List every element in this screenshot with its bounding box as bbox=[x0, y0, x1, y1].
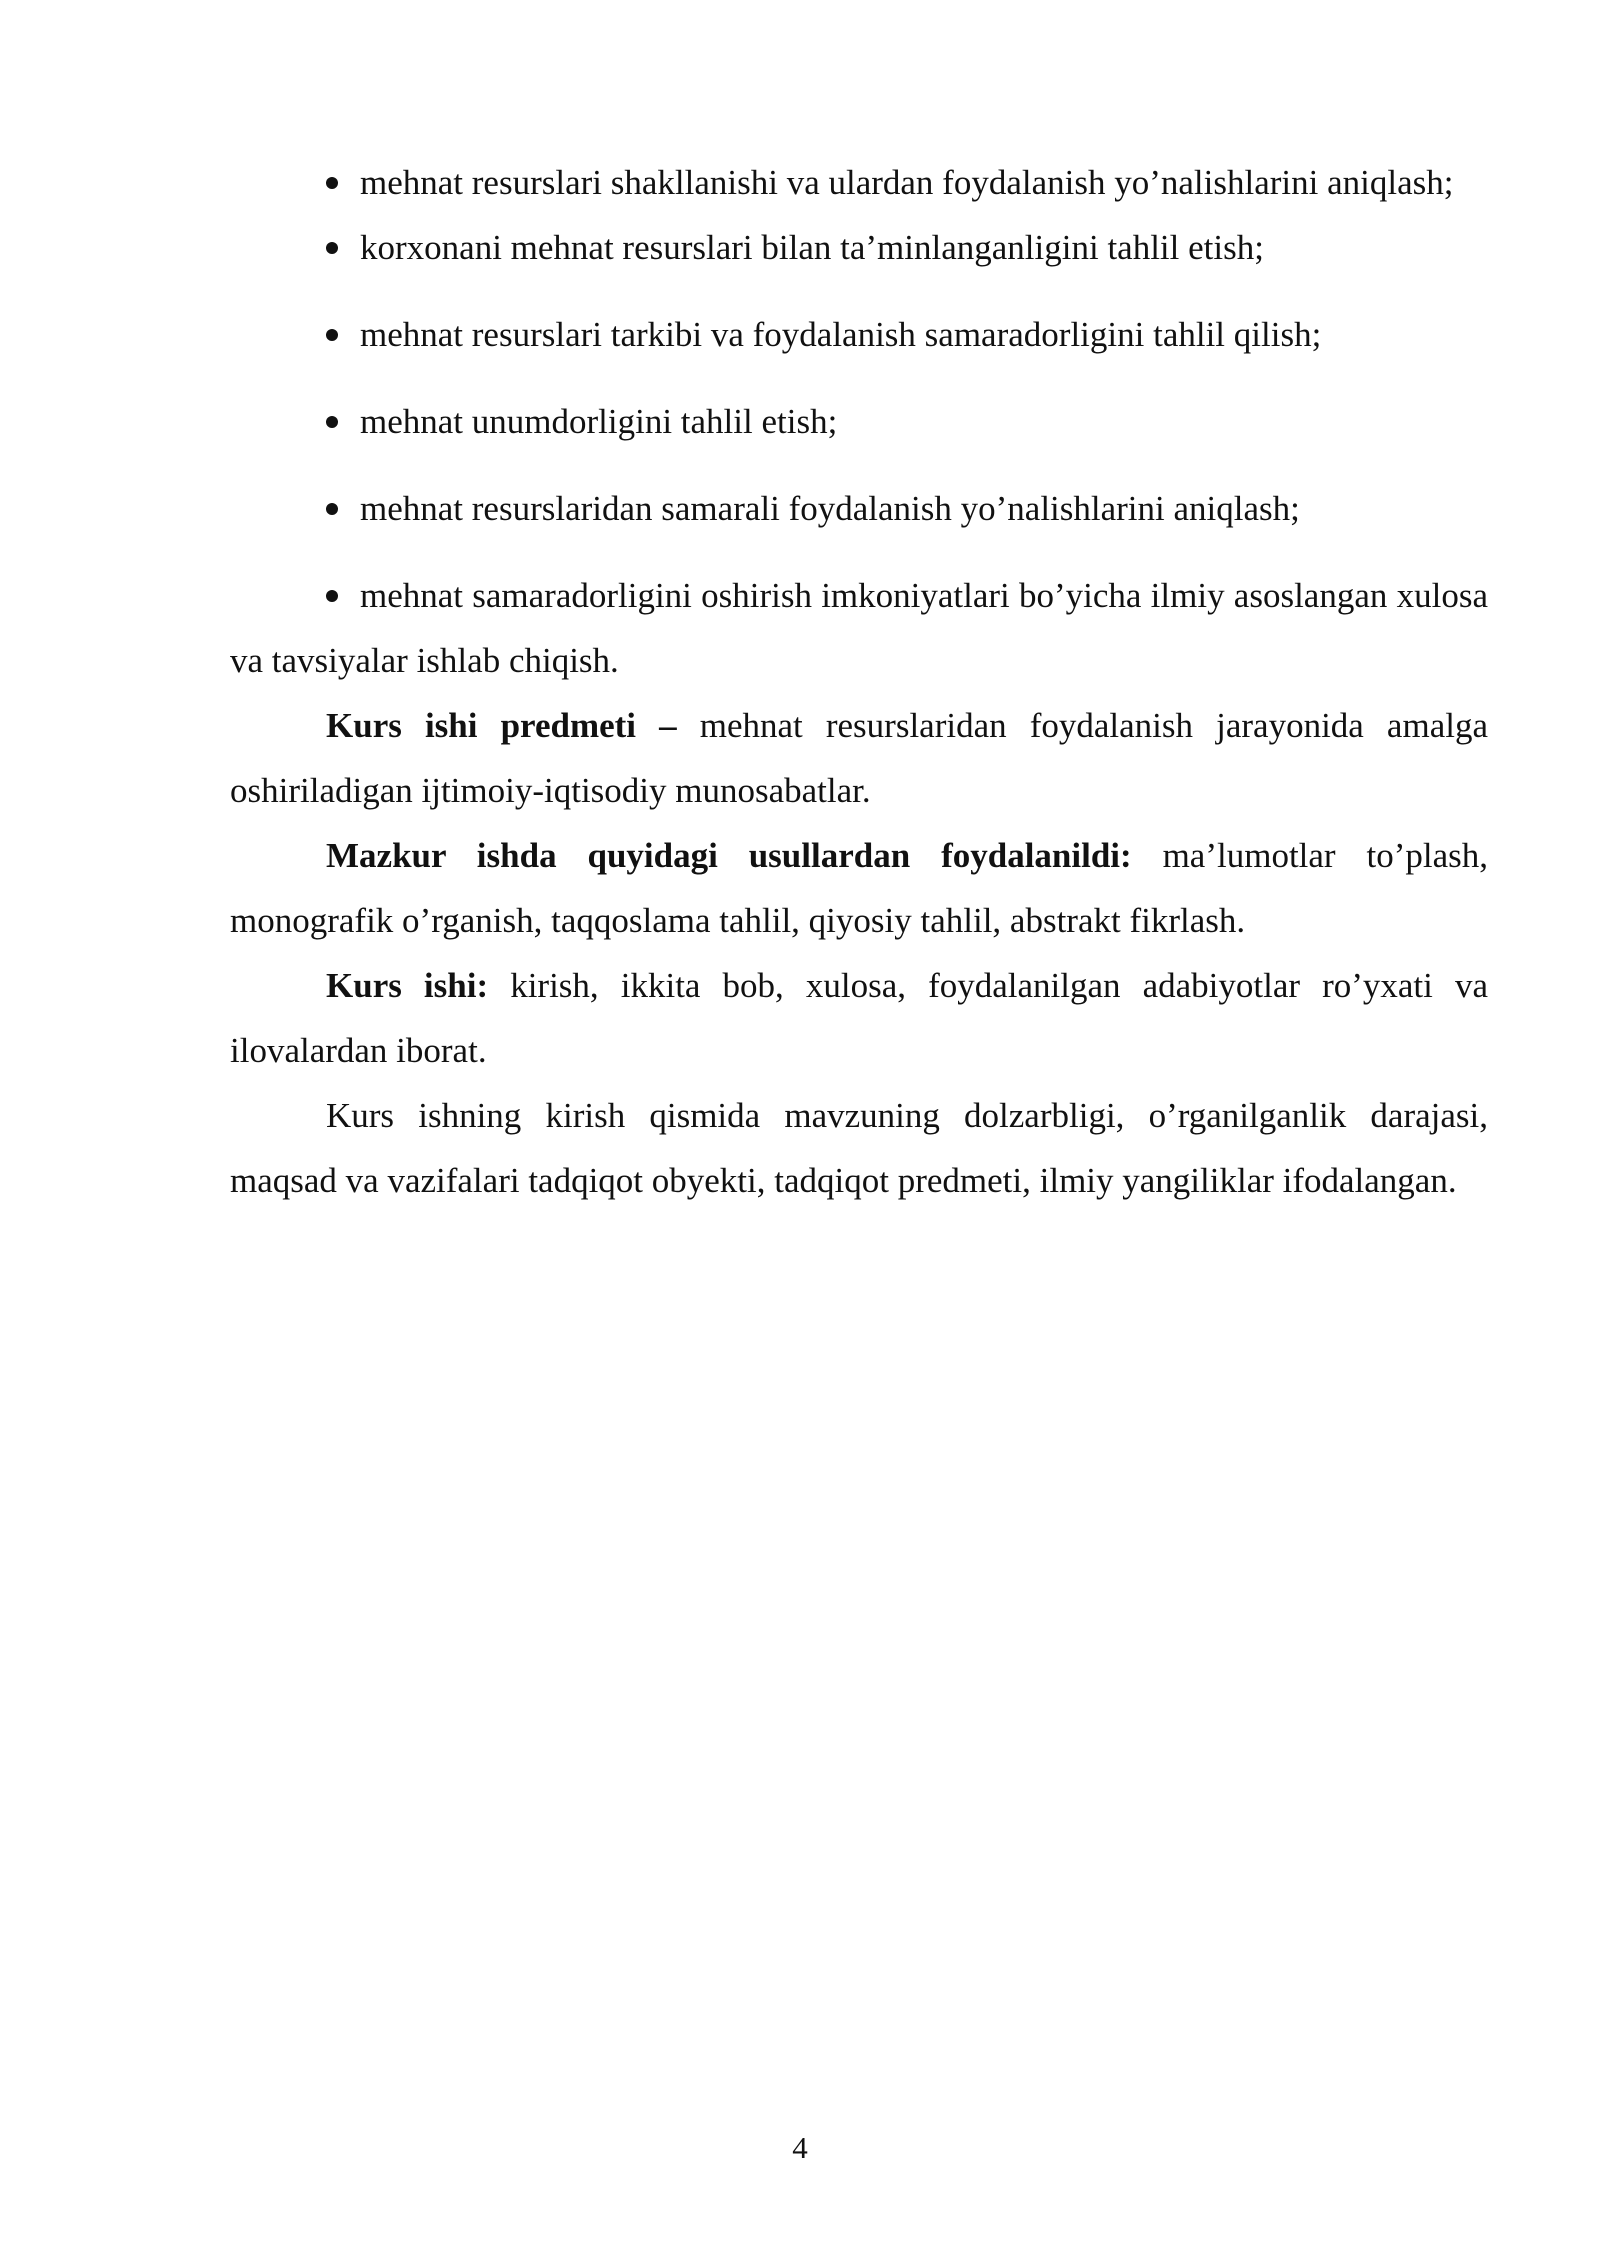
structure-paragraph bbox=[230, 953, 1488, 1083]
bullet-icon bbox=[326, 177, 338, 189]
subject-paragraph bbox=[230, 693, 1488, 823]
list-item-text: mehnat samaradorligini oshirish imkoniyatlari bo’yicha ilmiy asoslangan xulosa va tavsiyalar ishlab chiqish. bbox=[230, 576, 1488, 680]
bullet-icon bbox=[326, 329, 338, 341]
subject-label: Kurs ishi predmeti – bbox=[326, 706, 677, 745]
subject-text: mehnat resurslaridan foydalanish jarayonida amalga oshiriladigan ijtimoiy-iqtisodiy munosabatlar. bbox=[230, 706, 1488, 810]
list-item bbox=[230, 476, 1488, 541]
list-item-text: mehnat resurslaridan samarali foydalanish yo’nalishlarini aniqlash; bbox=[360, 489, 1300, 528]
methods-text: ma’lumotlar to’plash, monografik o’rganish, taqqoslama tahlil, qiyosiy tahlil, abstrakt fikrlash. bbox=[230, 836, 1488, 940]
bullet-icon bbox=[326, 416, 338, 428]
structure-label: Kurs ishi: bbox=[326, 966, 489, 1005]
list-item bbox=[230, 389, 1488, 454]
bullet-icon bbox=[326, 503, 338, 515]
bullet-icon bbox=[326, 590, 338, 602]
page-number: 4 bbox=[792, 2130, 808, 2165]
list-item bbox=[230, 302, 1488, 367]
list-item bbox=[230, 215, 1488, 280]
intro-paragraph bbox=[230, 1083, 1488, 1213]
bullet-icon bbox=[326, 242, 338, 254]
methods-label: Mazkur ishda quyidagi usullardan foydalanildi: bbox=[326, 836, 1132, 875]
list-item-text: mehnat unumdorligini tahlil etish; bbox=[360, 402, 838, 441]
structure-text: kirish, ikkita bob, xulosa, foydalanilgan adabiyotlar ro’yxati va ilovalardan iborat. bbox=[230, 966, 1488, 1070]
list-item-text: korxonani mehnat resurslari bilan ta’minlanganligini tahlil etish; bbox=[360, 228, 1264, 267]
document-page bbox=[230, 150, 1488, 1213]
list-item-text: mehnat resurslari tarkibi va foydalanish samaradorligini tahlil qilish; bbox=[360, 315, 1322, 354]
methods-paragraph bbox=[230, 823, 1488, 953]
list-item bbox=[230, 563, 1488, 693]
list-item-text: mehnat resurslari shakllanishi va ulardan foydalanish yo’nalishlarini aniqlash; bbox=[360, 163, 1454, 202]
intro-text: Kurs ishning kirish qismida mavzuning dolzarbligi, o’rganilganlik darajasi, maqsad va vazifalari tadqiqot obyekti, tadqiqot predmeti, ilmiy yangiliklar ifodalangan. bbox=[230, 1096, 1488, 1200]
list-item bbox=[230, 150, 1488, 215]
